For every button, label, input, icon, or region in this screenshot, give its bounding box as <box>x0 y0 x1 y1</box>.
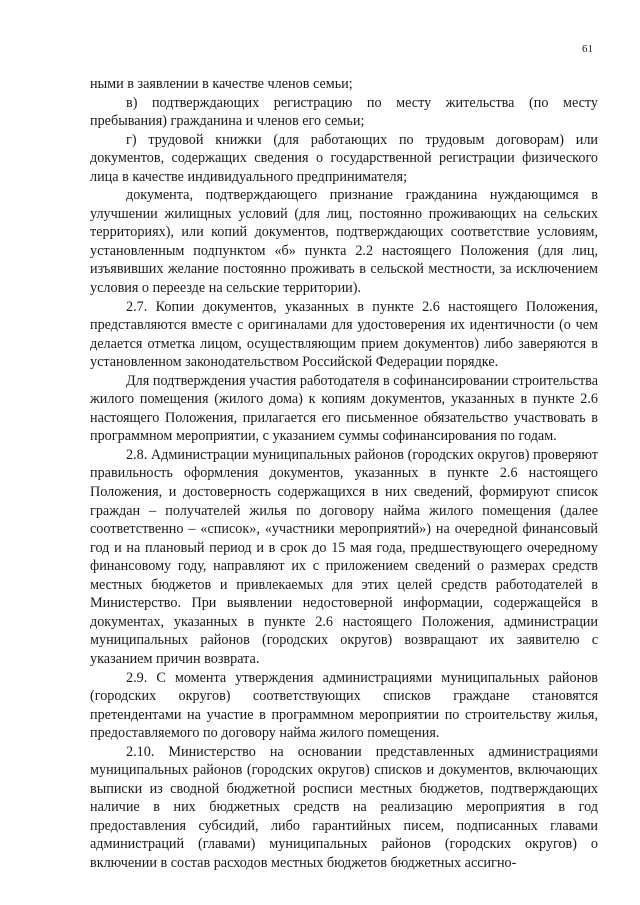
paragraph-continuation: ными в заявлении в качестве членов семьи; <box>90 76 353 92</box>
paragraph-employer-cofinancing: Для подтверждения участия работодателя в софинансировании строительства жилого помещения (жилого дома) к копиям документов, указанных в пункте 2.6 настоящего Положения, прилагается его письменное обязательство участвовать в программном мероприятии, с указанием суммы софинансирования по годам. <box>90 372 598 445</box>
paragraph-item-g: г) трудовой книжки (для работающих по трудовым договорам) или документов, содержащих сведения о государственной регистрации физического лица в качестве индивидуального предпринимателя; <box>90 131 598 185</box>
paragraph-2-8: 2.8. Администрации муниципальных районов (городских округов) проверяют правильность оформления документов, указанных в пункте 2.6 настоящего Положения, и достоверность содержащихся в них сведений, формируют список граждан – получателей жилья по договору найма жилого помещения (далее соответственно – «список», «участники мероприятий») на очередной финансовый год и на плановый период и в срок до 15 мая года, предшествующего очередному финансовому году, направляют их с приложением сведений о размерах средств местных бюджетов и привлекаемых для этих целей средств работодателей в Министерство. При выявлении недостоверной информации, содержащейся в документах, указанных в пункте 2.6 настоящего Положения, администрации муниципальных районов (городских округов) возвращают их заявителю с указанием причин возврата. <box>90 446 598 667</box>
paragraph-2-10: 2.10. Министерство на основании представленных администрациями муниципальных районов (городских округов) списков и документов, включающих выписки из сводной бюджетной росписи местных бюджетов, подтверждающих наличие в них бюджетных средств на реализацию мероприятия в год предоставления субсидий, либо гарантийных писем, подписанных главами администраций (главами) муниципальных районов (городских округов) о включении в состав расходов местных бюджетов бюджетных ассигно- <box>90 743 598 871</box>
page-number: 61 <box>582 43 593 55</box>
paragraph-housing-document: документа, подтверждающего признание гражданина нуждающимся в улучшении жилищных условий (для лиц, постоянно проживающих на сельских территориях), или копий документов, подтверждающих соответствие условиям, установленным подпунктом «б» пункта 2.2 настоящего Положения (для лиц, изъявивших желание постоянно проживать в сельской местности, за исключением условия о переезде на сельские территории). <box>90 187 598 297</box>
paragraph-2-7: 2.7. Копии документов, указанных в пункте 2.6 настоящего Положения, представляются вместе с оригиналами для удостоверения их идентичности (о чем делается отметка лицом, осуществляющим прием документов) либо заверяются в установленном законодательством Российской Федерации порядке. <box>90 298 598 371</box>
paragraph-2-9: 2.9. С момента утверждения администрациями муниципальных районов (городских округов) соответствующих списков граждане становятся претендентами на участие в программном мероприятии по строительству жилья, предоставляемого по договору найма жилого помещения. <box>90 669 598 742</box>
document-body <box>90 75 598 873</box>
paragraph-item-v: в) подтверждающих регистрацию по месту жительства (по месту пребывания) гражданина и членов его семьи; <box>90 94 598 130</box>
